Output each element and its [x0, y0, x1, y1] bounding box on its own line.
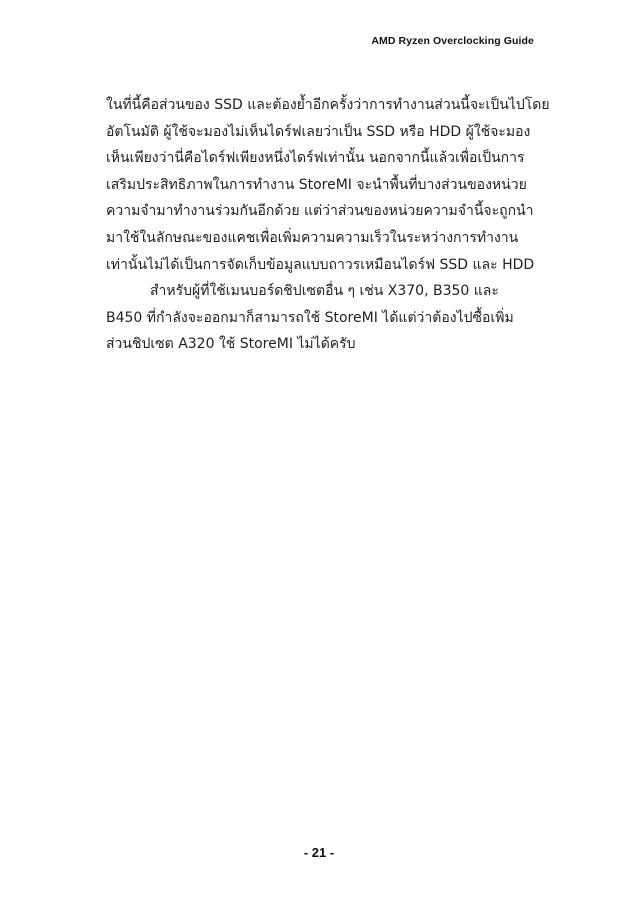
paragraph-line: ส่วนชิปเซต A320 ใช้ StoreMI ไม่ได้ครับ — [106, 336, 356, 353]
paragraph-line: เห็นเพียงว่านี่คือไดร์ฟเพียงหนึ่งไดร์ฟเท่านั้น นอกจากนี้แล้วเพื่อเป็นการ — [106, 150, 525, 167]
document-body — [106, 92, 550, 358]
page-number: - 21 - — [303, 845, 335, 860]
paragraph-line-indented: สำหรับผู้ที่ใช้เมนบอร์ดชิปเซตอื่น ๆ เช่น X370, B350 และ — [150, 283, 499, 300]
paragraph-line: มาใช้ในลักษณะของแคชเพื่อเพิ่มความความเร็วในระหว่างการทำงาน — [106, 229, 519, 246]
paragraph-line: ความจำมาทำงานร่วมกันอีกด้วย แต่ว่าส่วนของหน่วยความจำนี้จะถูกนำ — [106, 203, 534, 220]
paragraph-line: อัตโนมัติ ผู้ใช้จะมองไม่เห็นไดร์ฟเลยว่าเป็น SSD หรือ HDD ผู้ใช้จะมอง — [106, 123, 531, 140]
document-header-title: AMD Ryzen Overclocking Guide — [371, 35, 534, 47]
paragraph-line: เท่านั้นไม่ได้เป็นการจัดเก็บข้อมูลแบบถาวรเหมือนไดร์ฟ SSD และ HDD — [106, 256, 535, 273]
paragraph-line: ในที่นี้คือส่วนของ SSD และต้องย้ำอีกครั้งว่าการทำงานส่วนนี้จะเป็นไปโดย — [106, 97, 550, 113]
paragraph-line: B450 ที่กำลังจะออกมาก็สามารถใช้ StoreMI ได้แต่ว่าต้องไปซื้อเพิ่ม — [106, 309, 514, 326]
paragraph-line: เสริมประสิทธิภาพในการทำงาน StoreMI จะนำพื้นที่บางส่วนของหน่วย — [106, 176, 527, 193]
